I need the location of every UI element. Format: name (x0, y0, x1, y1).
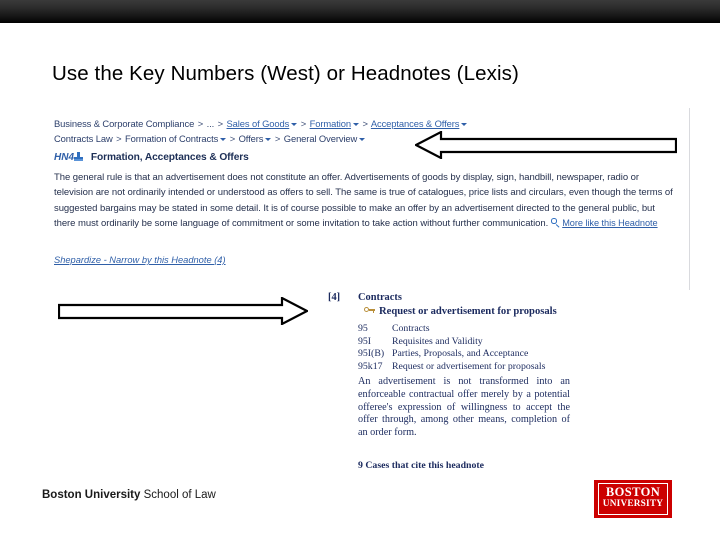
headnote-header (54, 152, 249, 163)
key-number-label: Request or advertisement for proposals (392, 360, 546, 372)
breadcrumb-separator: > (217, 118, 224, 129)
breadcrumb-link-acceptances-offers[interactable]: Acceptances & Offers (370, 118, 460, 129)
westlaw-topic: Contracts (358, 292, 402, 303)
key-number-value: 95 (358, 323, 368, 334)
headnote-body (54, 170, 676, 232)
breadcrumb-root: Business & Corporate Compliance (54, 118, 195, 129)
breadcrumb-row-1 (54, 118, 467, 129)
breadcrumb-link-general-overview[interactable]: General Overview (283, 133, 358, 144)
key-number-row[interactable] (358, 348, 545, 361)
top-decorative-bar (0, 0, 720, 23)
breadcrumb-link-sales-of-goods[interactable]: Sales of Goods (226, 118, 290, 129)
right-arrow-annotation (58, 297, 308, 325)
westlaw-headnote-number: [4] (328, 292, 341, 303)
chevron-down-icon[interactable] (353, 123, 359, 126)
key-number-label: Contracts (392, 323, 430, 334)
key-number-row[interactable] (358, 323, 545, 336)
breadcrumb-separator: > (362, 118, 368, 129)
westlaw-headnote-body: An advertisement is not transformed into an enforceable contractual offer merely by a potential offeree's expression of willingness to accept the offer through, among other means, completion of an order form. (358, 376, 570, 439)
boston-university-logo (594, 480, 672, 518)
headnote-title: Formation, Acceptances & Offers (90, 152, 249, 163)
breadcrumb-separator: > (300, 118, 307, 129)
headnote-number-tag[interactable]: HN4 (54, 152, 75, 163)
key-number-value: 95I(B) (358, 348, 385, 360)
breadcrumb-separator: > (229, 133, 236, 144)
key-number-value: 95k17 (358, 360, 383, 372)
key-number-list (358, 323, 545, 373)
logo-line-university: UNIVERSITY (602, 499, 664, 509)
anchor-icon[interactable] (74, 152, 83, 161)
breadcrumb-root-contracts-law: Contracts Law (54, 133, 113, 144)
breadcrumb-separator: > (116, 133, 122, 144)
breadcrumb-link-formation[interactable]: Formation (309, 118, 351, 129)
footer-school-name (42, 489, 216, 501)
breadcrumb-link-formation-of-contracts[interactable]: Formation of Contracts (125, 133, 219, 144)
logo-line-boston: BOSTON (605, 485, 661, 499)
key-number-value: 95I (358, 335, 372, 347)
chevron-down-icon[interactable] (265, 138, 271, 141)
breadcrumb-ellipsis: ... (206, 118, 215, 129)
breadcrumb-separator: > (197, 118, 204, 129)
left-arrow-annotation (415, 131, 677, 159)
westlaw-headnote-header (328, 292, 402, 303)
key-number-row[interactable] (358, 361, 545, 374)
breadcrumb-link-offers[interactable]: Offers (238, 133, 264, 144)
key-number-row[interactable] (358, 336, 545, 349)
headnote-body-text: The general rule is that an advertisement does not constitute an offer. Advertisements of goods by display, sign, handbill, newspaper, radio or television are not ordinarily intended or understood as offers to sell. The same is true of catalogues, price lists and circulars, even though the terms of suggested bargains may be stated in some detail. It is of course possible to make an offer by an advertisement directed to the general public, but there must ordinarily be some language of commitment or some invitation to take action without further communication. (54, 172, 673, 230)
more-like-this-headnote-link[interactable]: More like this Headnote (562, 218, 658, 229)
breadcrumb-separator: > (274, 133, 281, 144)
magnifier-icon[interactable] (551, 218, 560, 227)
key-icon (364, 306, 375, 314)
page-title: Use the Key Numbers (West) or Headnotes (Lexis) (52, 62, 519, 85)
chevron-down-icon[interactable] (220, 138, 226, 141)
chevron-down-icon[interactable] (461, 123, 467, 126)
footer-university: Boston University (42, 489, 141, 501)
westlaw-keynumber-panel (328, 290, 578, 475)
westlaw-subtopic: Request or advertisement for proposals (379, 306, 557, 317)
shepardize-link[interactable]: Shepardize - Narrow by this Headnote (4) (54, 255, 226, 265)
cases-citing-headnote-link[interactable]: 9 Cases that cite this headnote (358, 460, 484, 471)
footer-school: School of Law (140, 489, 216, 501)
westlaw-subtopic-row[interactable] (364, 306, 557, 317)
key-number-label: Parties, Proposals, and Acceptance (392, 348, 529, 360)
chevron-down-icon[interactable] (359, 138, 365, 141)
breadcrumb-row-2 (54, 133, 365, 144)
chevron-down-icon[interactable] (291, 123, 297, 126)
key-number-label: Requisites and Validity (392, 335, 483, 347)
